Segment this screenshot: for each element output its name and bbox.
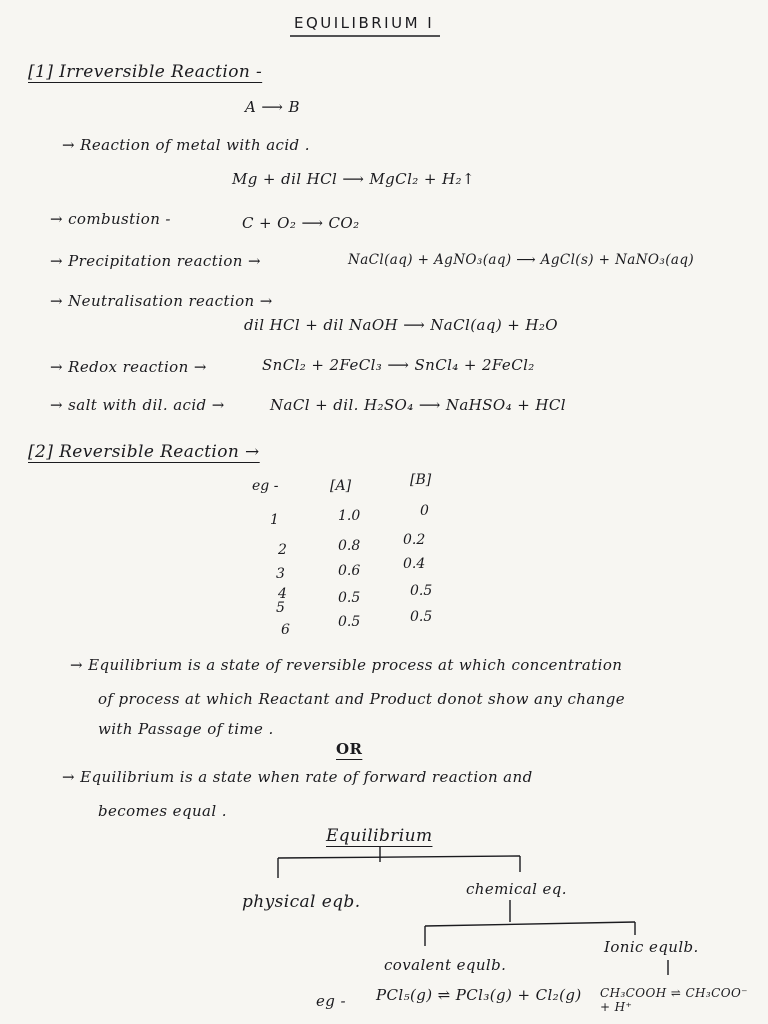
page-title: EQUILIBRIUM I — [294, 14, 435, 32]
table-cell: 4 — [278, 586, 287, 602]
item-equation: SnCl₂ + 2FeCl₃ ⟶ SnCl₄ + 2FeCl₂ — [262, 356, 535, 374]
table-cell: 0.4 — [403, 556, 426, 572]
item-equation: Mg + dil HCl ⟶ MgCl₂ + H₂↑ — [232, 170, 475, 188]
definition-line: → Equilibrium is a state of reversible process at which concentration — [70, 656, 623, 674]
item-equation: NaCl + dil. H₂SO₄ ⟶ NaHSO₄ + HCl — [270, 396, 566, 414]
tree-covalent: covalent equlb. — [384, 956, 507, 974]
definition-line: of process at which Reactant and Product donot show any change — [98, 690, 626, 708]
table-cell: 0.5 — [338, 614, 361, 630]
tree-chemical: chemical eq. — [466, 880, 567, 898]
table-cell: 0.2 — [403, 532, 426, 548]
item-label: → Redox reaction → — [50, 358, 207, 376]
tree-ionic: Ionic equlb. — [604, 938, 699, 956]
definition-line: → Equilibrium is a state when rate of forward reaction and — [62, 768, 533, 786]
item-equation: dil HCl + dil NaOH ⟶ NaCl(aq) + H₂O — [244, 316, 558, 334]
definition-line: becomes equal . — [98, 802, 227, 820]
table-cell: 0.8 — [338, 538, 361, 554]
irreversible-example: A ⟶ B — [245, 98, 300, 116]
or-divider: OR — [336, 740, 363, 758]
table-cell: 1.0 — [338, 508, 361, 524]
tree-physical: physical eqb. — [242, 892, 361, 912]
tree-example-label: eg - — [316, 992, 346, 1010]
item-label: → Reaction of metal with acid . — [62, 136, 310, 154]
tree-root: Equilibrium — [326, 826, 433, 846]
table-cell: 0 — [420, 503, 429, 519]
table-cell: 2 — [278, 542, 287, 558]
item-label: → salt with dil. acid → — [50, 396, 225, 414]
table-header-eg: eg - — [252, 478, 279, 494]
table-header-a: [A] — [330, 478, 352, 494]
table-cell: 0.5 — [410, 583, 433, 599]
table-cell: 3 — [276, 566, 285, 582]
table-cell: 0.5 — [410, 609, 433, 625]
covalent-example: PCl₅(g) ⇌ PCl₃(g) + Cl₂(g) — [376, 986, 582, 1004]
item-equation: C + O₂ ⟶ CO₂ — [242, 214, 360, 232]
item-label: → Precipitation reaction → — [50, 252, 261, 270]
table-cell: 0.6 — [338, 563, 361, 579]
section1-heading: [1] Irreversible Reaction - — [28, 62, 263, 82]
table-cell: 0.5 — [338, 590, 361, 606]
item-label: → Neutralisation reaction → — [50, 292, 273, 310]
table-header-b: [B] — [410, 472, 432, 488]
definition-line: with Passage of time . — [98, 720, 274, 738]
ionic-example: CH₃COOH ⇌ CH₃COO⁻ + H⁺ — [600, 986, 748, 1014]
item-label: → combustion - — [50, 210, 171, 228]
item-equation: NaCl(aq) + AgNO₃(aq) ⟶ AgCl(s) + NaNO₃(aq) — [348, 252, 695, 268]
table-cell: 1 — [270, 512, 279, 528]
section2-heading: [2] Reversible Reaction → — [28, 442, 260, 462]
table-cell: 5 — [276, 600, 285, 616]
table-cell: 6 — [281, 622, 290, 638]
